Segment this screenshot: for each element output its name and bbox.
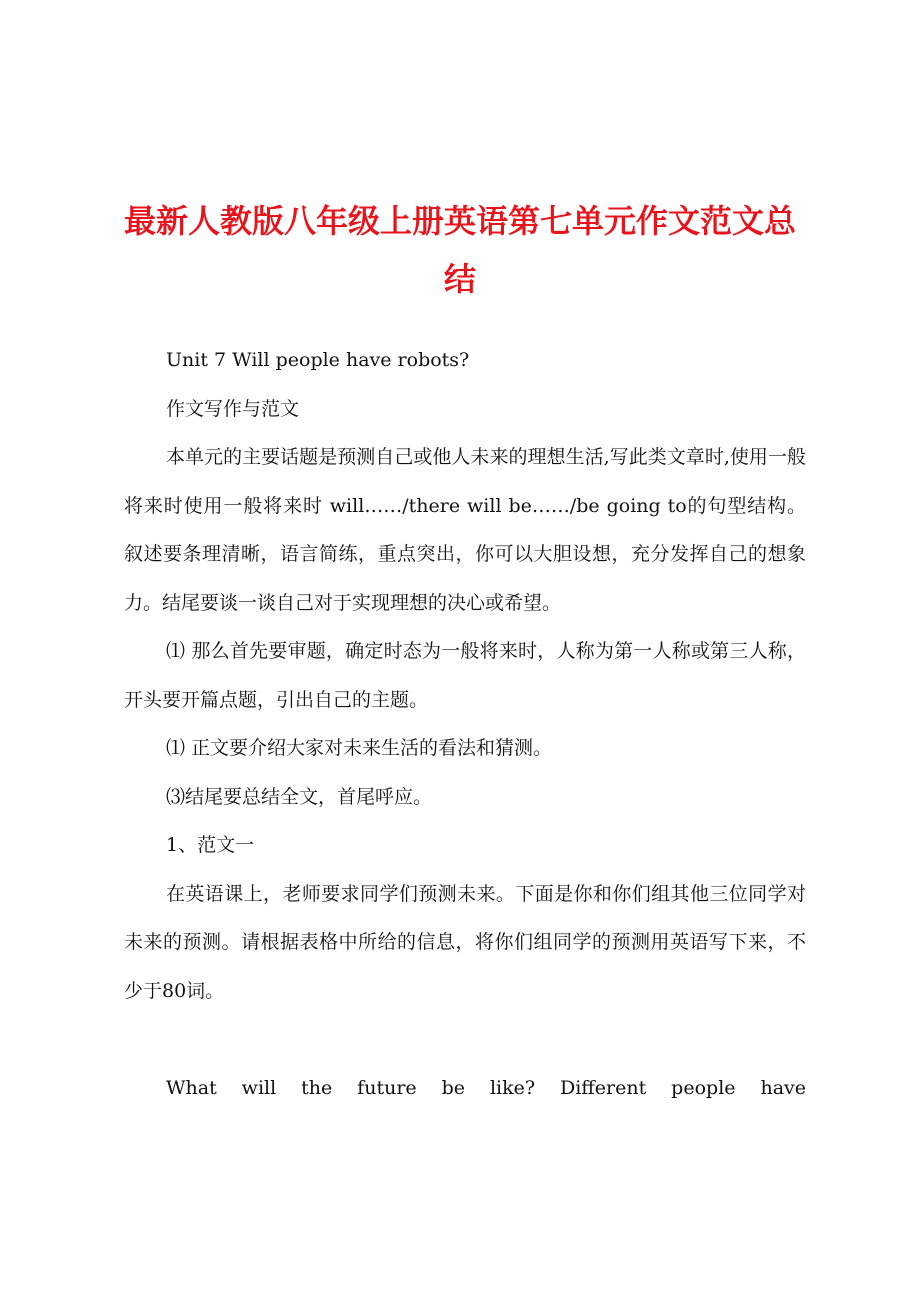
paragraph-topic-intro: 本单元的主要话题是预测自己或他人未来的理想生活,写此类文章时,使用一般将来时使用一般将来时 will……/there will be……/be going to的句型结构。叙述要条理清晰，语言简练，重点突出，你可以大胆设想，充分发挥自己的想象力。结尾要谈一谈自己对于实现理想的决心或希望。	[124, 446, 806, 614]
paragraph-essay-start: What will the future be like? Different people have	[166, 1076, 806, 1099]
paragraph-step-1: ⑴ 那么首先要审题，确定时态为一般将来时，人称为第一人称或第三人称，开头要开篇点题，引出自己的主题。	[124, 640, 806, 711]
document-body	[124, 336, 806, 1112]
paragraph-unit-title: Unit 7 Will people have robots?	[166, 349, 470, 371]
paragraph-section-heading: 作文写作与范文	[166, 397, 300, 420]
paragraph-step-2: ⑴ 正文要介绍大家对未来生活的看法和猜测。	[166, 737, 553, 759]
paragraph-sample-prompt: 在英语课上，老师要求同学们预测未来。下面是你和你们组其他三位同学对未来的预测。请根据表格中所给的信息，将你们组同学的预测用英语写下来，不少于80词。	[124, 882, 806, 1002]
blank-line	[124, 1015, 806, 1064]
paragraph-step-3: ⑶结尾要总结全文，首尾呼应。	[166, 785, 433, 808]
document-title: 最新人教版八年级上册英语第七单元作文范文总结	[123, 202, 796, 298]
paragraph-sample-heading: 1、范文一	[166, 834, 255, 856]
